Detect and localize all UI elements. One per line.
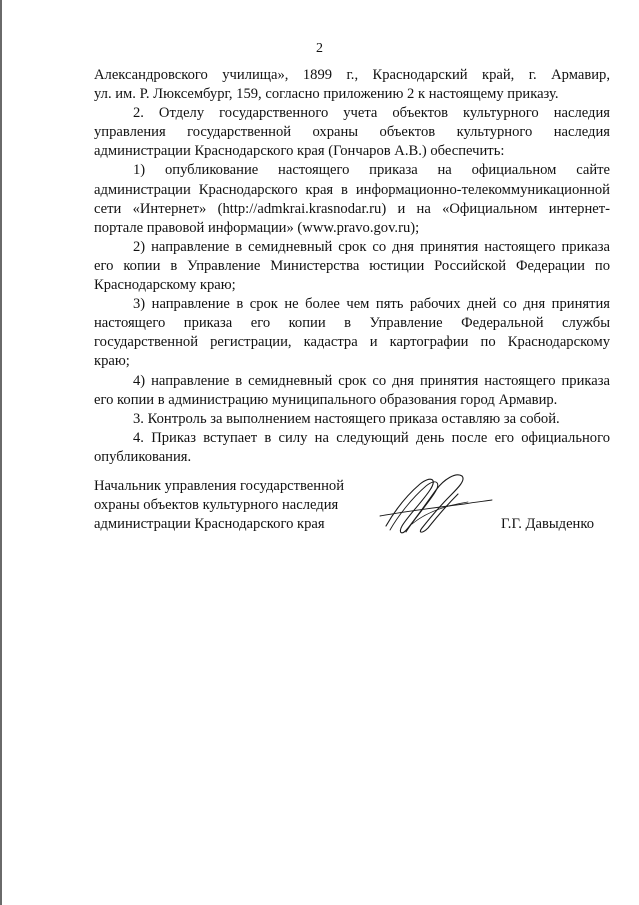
text-line: администрации Краснодарского края (Гончаров А.В.) обеспечить: <box>94 143 505 160</box>
text-line: опубликования. <box>94 448 192 465</box>
text-line: 1) опубликование настоящего приказа на официальном сайте <box>133 162 610 179</box>
signatory-title-line: охраны объектов культурного наследия <box>94 497 339 513</box>
page-number: 2 <box>316 41 323 56</box>
text-line: 4. Приказ вступает в силу на следующий день после его официального <box>133 429 610 446</box>
text-line: 4) направление в семидневный срок со дня принятия настоящего приказа <box>133 372 610 389</box>
text-line: государственной регистрации, кадастра и картографии по Краснодарскому <box>94 334 610 351</box>
order-body-text <box>94 66 610 467</box>
text-line: ул. им. Р. Люксембург, 159, согласно приложению 2 к настоящему приказу. <box>94 86 559 103</box>
handwritten-signature <box>372 466 496 546</box>
text-line: сети «Интернет» (http://admkrai.krasnodar.ru) и на «Официальном интернет- <box>94 200 610 217</box>
text-line: краю; <box>94 353 130 370</box>
text-line: управления государственной охраны объектов культурного наследия <box>94 124 610 141</box>
signatory-name: Г.Г. Давыденко <box>501 516 595 532</box>
signatory-title <box>94 477 344 534</box>
text-line: его копии в администрацию муниципального образования город Армавир. <box>94 391 558 408</box>
text-line: 3) направление в срок не более чем пять рабочих дней со дня принятия <box>133 296 610 313</box>
scan-left-edge <box>0 0 2 905</box>
text-line: 2) направление в семидневный срок со дня принятия настоящего приказа <box>133 238 610 255</box>
text-line: его копии в Управление Министерства юстиции Российской Федерации по <box>94 257 610 274</box>
text-line: настоящего приказа его копии в Управление Федеральной службы <box>94 315 610 332</box>
text-line: администрации Краснодарского края в информационно-телекоммуникационной <box>94 181 610 198</box>
text-line: 3. Контроль за выполнением настоящего приказа оставляю за собой. <box>133 410 560 427</box>
text-line: 2. Отделу государственного учета объектов культурного наследия <box>133 105 610 122</box>
signatory-title-line: Начальник управления государственной <box>94 478 345 494</box>
signatory-title-line: администрации Краснодарского края <box>94 516 325 532</box>
text-line: портале правовой информации» (www.pravo.gov.ru); <box>94 219 420 236</box>
text-line: Александровского училища», 1899 г., Краснодарский край, г. Армавир, <box>94 67 610 83</box>
text-line: Краснодарскому краю; <box>94 277 236 294</box>
